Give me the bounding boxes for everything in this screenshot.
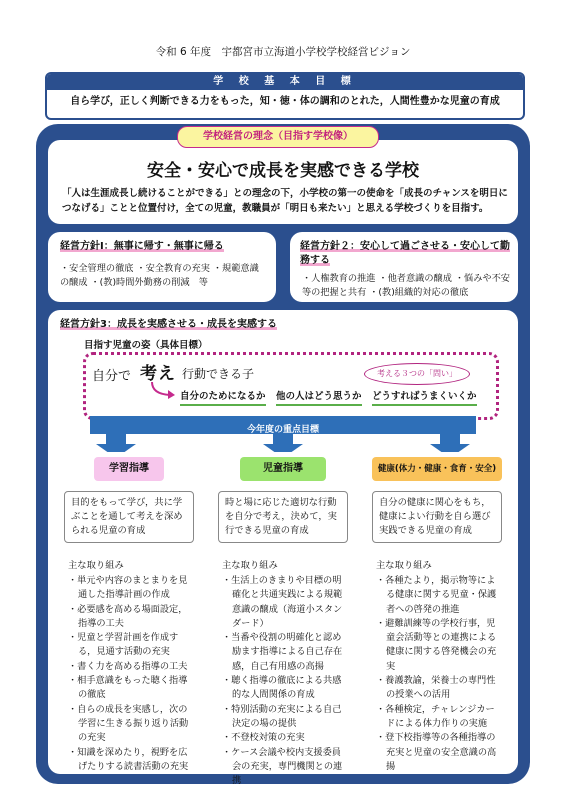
- list-item: ・ケース会議や校内支援委員会の充実，専門機関との連携: [222, 746, 343, 787]
- list-item: ・生活上のきまりや目標の明確化と共通実践による規範意識の醸成（海道小スタンダード）: [222, 575, 343, 629]
- question-3: どうすればうまくいくか: [372, 390, 477, 406]
- list-item: ・相手意識をもった聴く指導の徹底: [68, 675, 188, 701]
- focus-label: 今年度の重点目標: [246, 425, 319, 435]
- list-item: ・必要感を高める場面設定，指導の工夫: [68, 603, 188, 629]
- column-health-list: [376, 574, 502, 774]
- column-guidance: [210, 452, 356, 787]
- question-1: 自分のためになるか: [180, 390, 266, 406]
- policy3-title: 経営方針3：成長を実感させる・成長を実感する: [60, 319, 277, 330]
- philosophy-description: 「人は生涯成長し続けることができる」との理念の下，小学校の第一の使命を「成長のチャンスを明日につなげる」ことと位置付け，全ての児童，教職員が「明日も来たい」と思える学校づくりを目指す。: [62, 188, 508, 214]
- column-health-head: 健康(体力・健康・食育・安全): [372, 457, 502, 481]
- aim-self: 自分で: [92, 369, 132, 384]
- list-item: ・不登校対策の充実: [222, 732, 305, 744]
- list-item: ・聴く指導の徹底による共感的な人間関係の育成: [222, 675, 342, 701]
- basic-goal-text: 自ら学び，正しく判断できる力をもった，知・徳・体の調和のとれた，人間性豊かな児童の育成: [70, 96, 500, 107]
- list-item: ・児童と学習計画を作成する，見通す活動の充実: [68, 632, 179, 658]
- policy2-title: 経営方針２：安心して過ごさせる・安心して勤務する: [300, 241, 510, 266]
- column-guidance-lead: 時と場に応じた適切な行動を自分で考え，決めて，実行できる児童の育成: [218, 491, 348, 543]
- column-health-sub: 主な取り組み: [376, 560, 432, 571]
- list-item: ・当番や役割の明確化と認め励ます指導による自己存在感，自己有用感の高揚: [222, 632, 343, 672]
- document-title: 令和 6 年度 宇都宮市立海道小学校学校経営ビジョン: [155, 46, 411, 58]
- basic-goal-heading: 学 校 基 本 目 標: [47, 74, 523, 90]
- philosophy-main: 安全・安心で成長を実感できる学校: [147, 161, 419, 181]
- list-item: ・登下校指導等の各種指導の充実と児童の安全意識の高揚: [376, 732, 497, 772]
- list-item: ・書く力を高める指導の工夫: [68, 660, 188, 672]
- aim-think: 考え: [140, 364, 176, 384]
- column-learning-lead: 目的をもって学び，共に学ぶことを通して考えを深められる児童の育成: [64, 491, 194, 543]
- basic-goal-box: [45, 72, 525, 120]
- column-health-lead: 自分の健康に関心をもち，健康によい行動を自ら選び実践できる児童の育成: [372, 491, 502, 543]
- column-guidance-head: 児童指導: [240, 457, 326, 481]
- column-guidance-list: [222, 574, 348, 788]
- aims-label: 目指す児童の姿（具体目標）: [84, 340, 208, 351]
- list-item: ・各種たより，掲示物等による健康に関する児童・保護者への啓発の推進: [376, 575, 497, 615]
- column-learning-head: 学習指導: [94, 457, 164, 481]
- column-learning-sub: 主な取り組み: [68, 560, 124, 571]
- aim-act: 行動できる子: [182, 367, 255, 381]
- list-item: ・知識を深めたり，視野を広げたりする読書活動の充実: [68, 746, 189, 772]
- policy1-title: 経営方針Ⅰ：無事に帰す・無事に帰る: [60, 241, 224, 252]
- column-guidance-sub: 主な取り組み: [222, 560, 278, 571]
- list-item: ・各種検定，チャレンジカードによる体力作りの実施: [376, 703, 495, 729]
- list-item: ・避難訓練等の学校行事，児童会活動等との連携による健康に関する啓発機会の充実: [376, 617, 497, 672]
- question-2: 他の人はどう思うか: [276, 390, 362, 406]
- column-learning: [56, 452, 202, 772]
- questions-bubble: 考える３つの「問い」: [364, 363, 470, 385]
- policy1-body: ・安全管理の徹底 ・安全教育の充実 ・規範意識の醸成 ・(教)時間外勤務の削減 等: [60, 263, 259, 288]
- policy2-box: [290, 232, 518, 302]
- list-item: ・単元や内容のまとまりを見通した指導計画の作成: [68, 575, 188, 601]
- curved-arrow-icon: [148, 380, 178, 402]
- column-learning-list: [68, 574, 194, 774]
- policy1-box: [48, 232, 276, 302]
- list-item: ・特別活動の充実による自己決定の場の提供: [222, 703, 342, 729]
- list-item: ・自らの成長を実感し，次の学習に生きる振り返り活動の充実: [68, 703, 189, 744]
- list-item: ・養護教諭，栄養士の専門性の授業への活用: [376, 675, 496, 701]
- column-health: [364, 452, 510, 772]
- philosophy-tag: 学校経営の理念（目指す学校像）: [177, 126, 379, 148]
- policy2-body: ・人権教育の推進 ・他者意識の醸成 ・悩みや不安等の把握と共有 ・(教)組織的対応の徹底: [302, 273, 510, 298]
